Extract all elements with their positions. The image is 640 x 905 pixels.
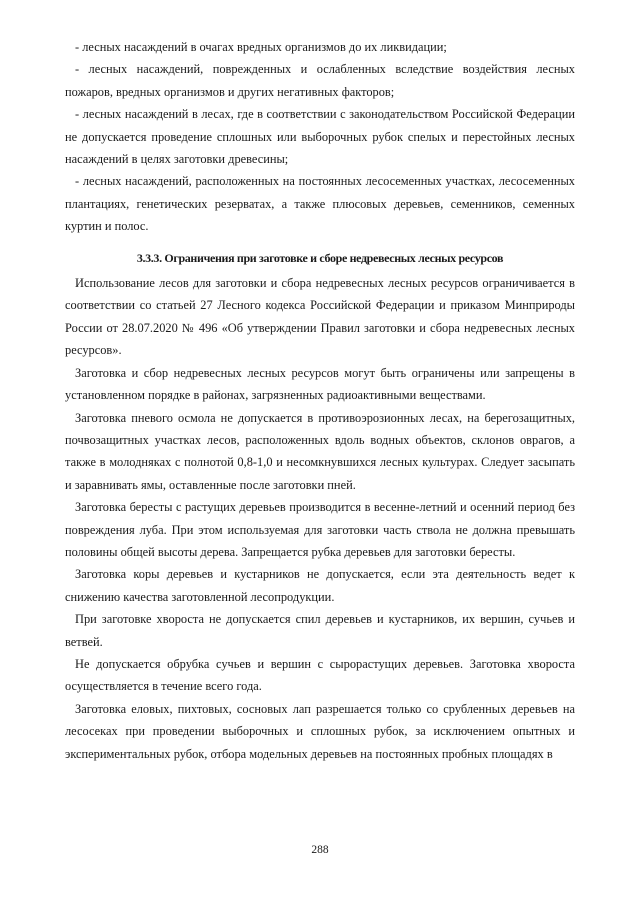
paragraph-legal-basis: Использование лесов для заготовки и сбора недревесных лесных ресурсов ограничивается в соответствии со статьей 27 Лесного кодекса Российской Федерации и приказом Минприроды России от 28.07.2020 № 496 «Об утверждении Правил заготовки и сбора недревесных лесных ресурсов». [65,276,575,358]
paragraph-brushwood-cutting: При заготовке хвороста не допускается спил деревьев и кустарников, их вершин, сучьев и ветвей. [65,612,575,649]
paragraph-stump-resin: Заготовка пневого осмола не допускается в противоэрозионных лесах, на берегозащитных, почвозащитных участках лесов, расположенных вдоль водных объектов, склонов оврагов, а также в молодняках с полнотой 0,8-1,0 и несомкнувшихся лесных культурах. Следует засыпать и заравнивать ямы, оставленные после заготовки пней. [65,410,575,492]
list-item-damaged-stands: - лесных насаждений, поврежденных и ослабленных вследствие воздействия лесных пожаров, вредных организмов и других негативных факторов; [65,62,575,99]
paragraph-radioactive-areas: Заготовка и сбор недревесных лесных ресурсов могут быть ограничены или запрещены в установленном порядке в районах, загрязненных радиоактивными веществами. [65,365,575,403]
section-heading: 3.3.3. Ограничения при заготовке и сборе недревесных лесных ресурсов [136,250,504,265]
list-item-protected-forests: - лесных насаждений в лесах, где в соответствии с законодательством Российской Федерации не допускается проведение сплошных или выборочных рубок спелых и перестойных лесных насаждений в целях заготовки древесины; [65,107,575,167]
paragraph-conifer-branches: Заготовка еловых, пихтовых, сосновых лап разрешается только со срубленных деревьев на лесосеках при проведении выборочных и сплошных рубок, за исключением опытных и экспериментальных рубок, отбора модельных деревьев на постоянных пробных площадях в [65,701,575,761]
list-item-seed-areas: - лесных насаждений, расположенных на постоянных лесосеменных участках, лесосеменных плантациях, генетических резерватах, а также плюсовых деревьев, семенников, семенных куртин и полос. [65,174,575,234]
document-page [65,36,575,765]
list-item-pest-outbreaks: - лесных насаждений в очагах вредных организмов до их ликвидации; [75,40,447,54]
paragraph-brushwood-season: Не допускается обрубка сучьев и вершин с сырорастущих деревьев. Заготовка хвороста осуществляется в течение всего года. [65,656,575,694]
paragraph-birch-bark: Заготовка бересты с растущих деревьев производится в весенне-летний и осенний период без повреждения луба. При этом используемая для заготовки часть ствола не должна превышать половины общей высоты дерева. Запрещается рубка деревьев для заготовки бересты. [65,500,575,559]
page-number: 288 [311,844,329,856]
paragraph-bark-harvest: Заготовка коры деревьев и кустарников не допускается, если эта деятельность ведет к снижению качества заготовленной лесопродукции. [65,567,575,604]
